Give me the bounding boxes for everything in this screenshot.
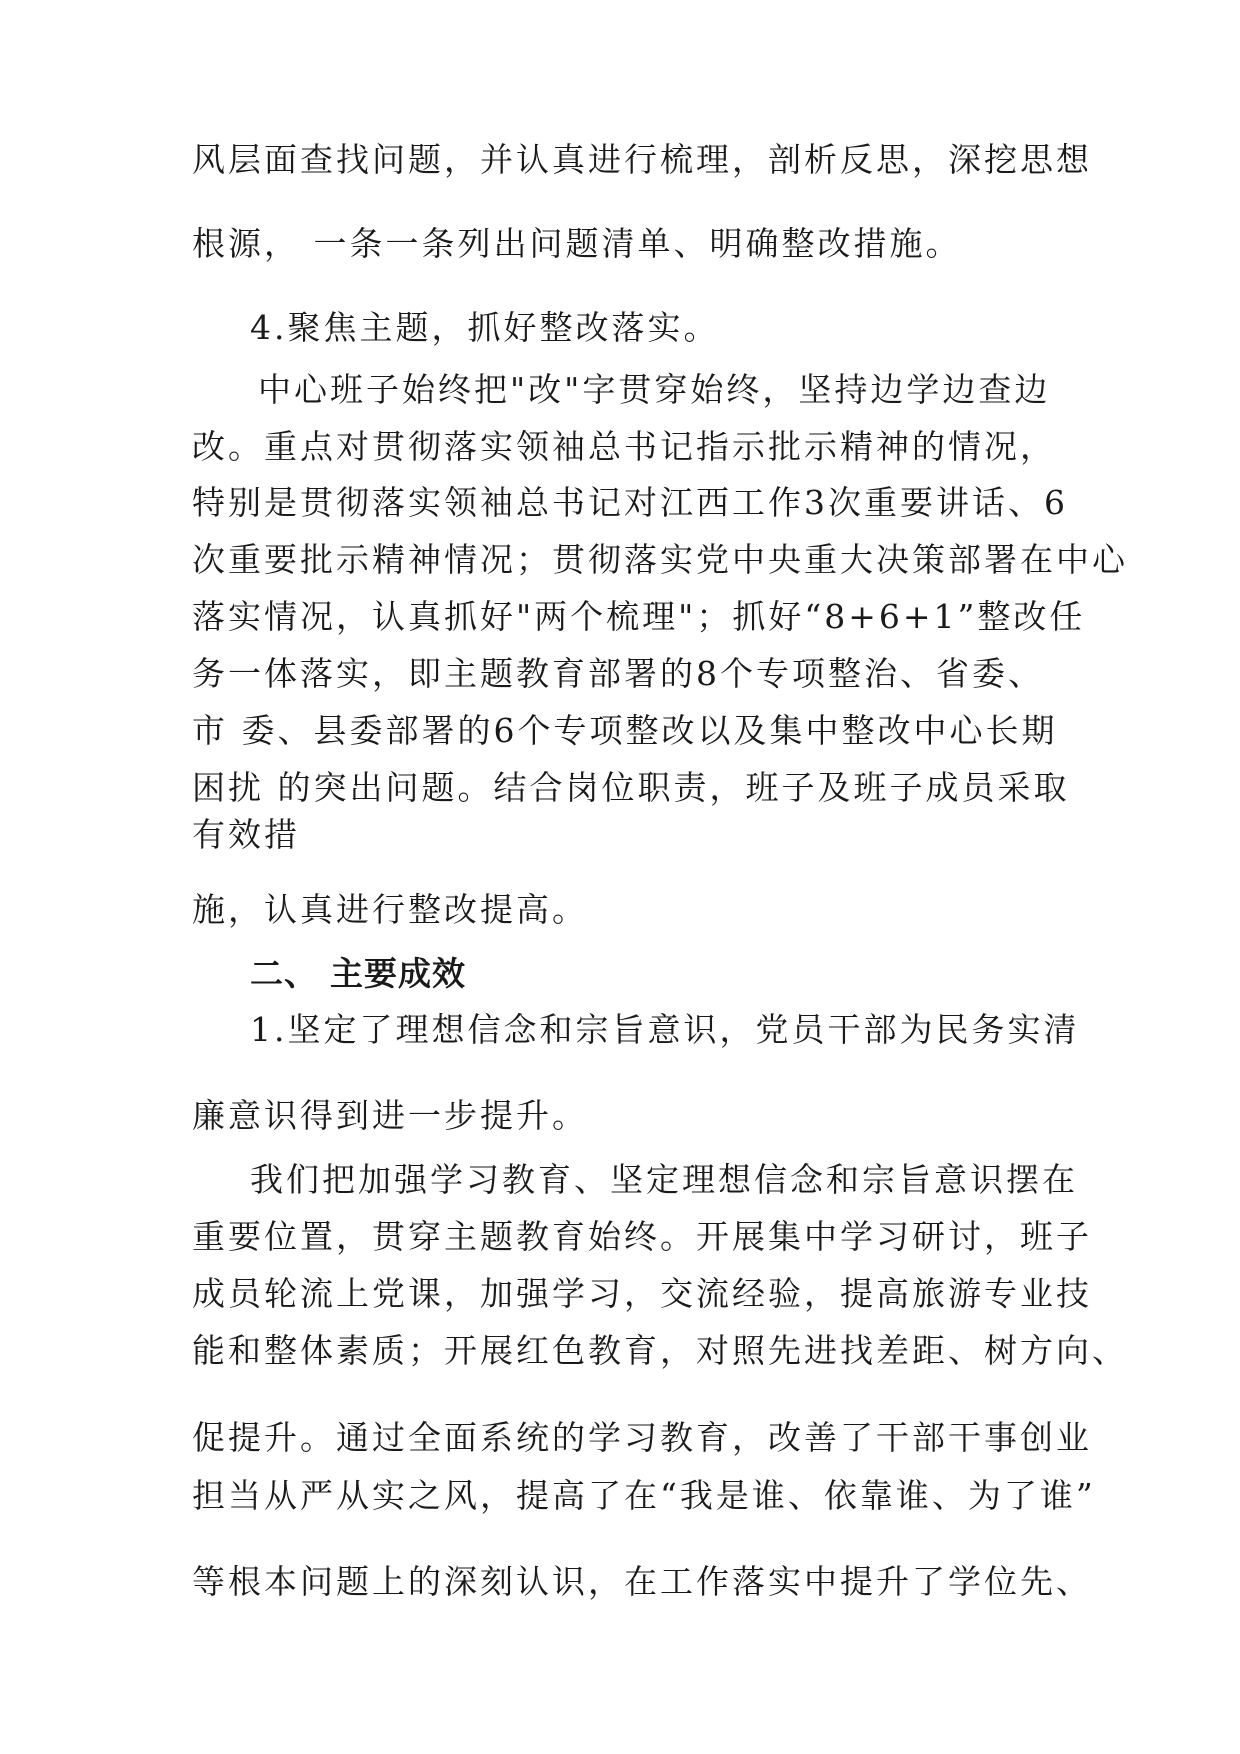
paragraph-line: 我们把加强学习教育、坚定理想信念和宗旨意识摆在 <box>250 1160 1078 1199</box>
paragraph-line: 务一体落实，即主题教育部署的8个专项整治、省委、 <box>192 654 1044 693</box>
paragraph-line: 廉意识得到进一步提升。 <box>192 1096 588 1135</box>
paragraph-line: 重要位置，贯穿主题教育始终。开展集中学习研讨，班子 <box>192 1217 1092 1256</box>
paragraph-line: 市 委、县委部署的6个专项整改以及集中整改中心长期 <box>192 711 1058 750</box>
paragraph-line: 成员轮流上党课，加强学习，交流经验，提高旅游专业技 <box>192 1274 1092 1313</box>
paragraph-line: 施，认真进行整改提高。 <box>192 890 588 929</box>
paragraph-line: 等根本问题上的深刻认识，在工作落实中提升了学位先、 <box>192 1562 1092 1601</box>
paragraph-line: 落实情况，认真抓好"两个梳理"；抓好“8+6+1”整改任 <box>192 597 1086 636</box>
paragraph-line: 困扰 的突出问题。结合岗位职责，班子及班子成员采取 <box>192 768 1070 807</box>
paragraph-line: 改。重点对贯彻落实领袖总书记指示批示精神的情况， <box>192 427 1056 466</box>
section-heading <box>250 954 466 994</box>
section-heading-title: 主要成效 <box>330 954 466 993</box>
paragraph-line: 促提升。通过全面系统的学习教育，改善了干部干事创业 <box>192 1418 1092 1457</box>
section-subheading: 4.聚焦主题，抓好整改落实。 <box>250 308 720 347</box>
section-subheading: 1.坚定了理想信念和宗旨意识，党员干部为民务实清 <box>250 1010 1080 1049</box>
paragraph-line: 特别是贯彻落实领袖总书记对江西工作3次重要讲话、6 <box>192 483 1068 522</box>
paragraph-line: 担当从严从实之风，提高了在“我是谁、依靠谁、为了谁” <box>192 1476 1096 1515</box>
paragraph-line: 根源， 一条一条列出问题清单、明确整改措施。 <box>192 224 962 263</box>
paragraph-line: 风层面查找问题，并认真进行梳理，剖析反思，深挖思想 <box>192 140 1092 179</box>
paragraph-line: 中心班子始终把"改"字贯穿始终，坚持边学边查边 <box>258 370 1051 409</box>
paragraph-line: 次重要批示精神情况；贯彻落实党中央重大决策部署在中心 <box>192 540 1128 579</box>
section-heading-number: 二、 <box>250 954 318 993</box>
paragraph-line: 有效措 <box>192 815 300 854</box>
paragraph-line: 能和整体素质；开展红色教育，对照先进找差距、树方向、 <box>192 1331 1128 1370</box>
